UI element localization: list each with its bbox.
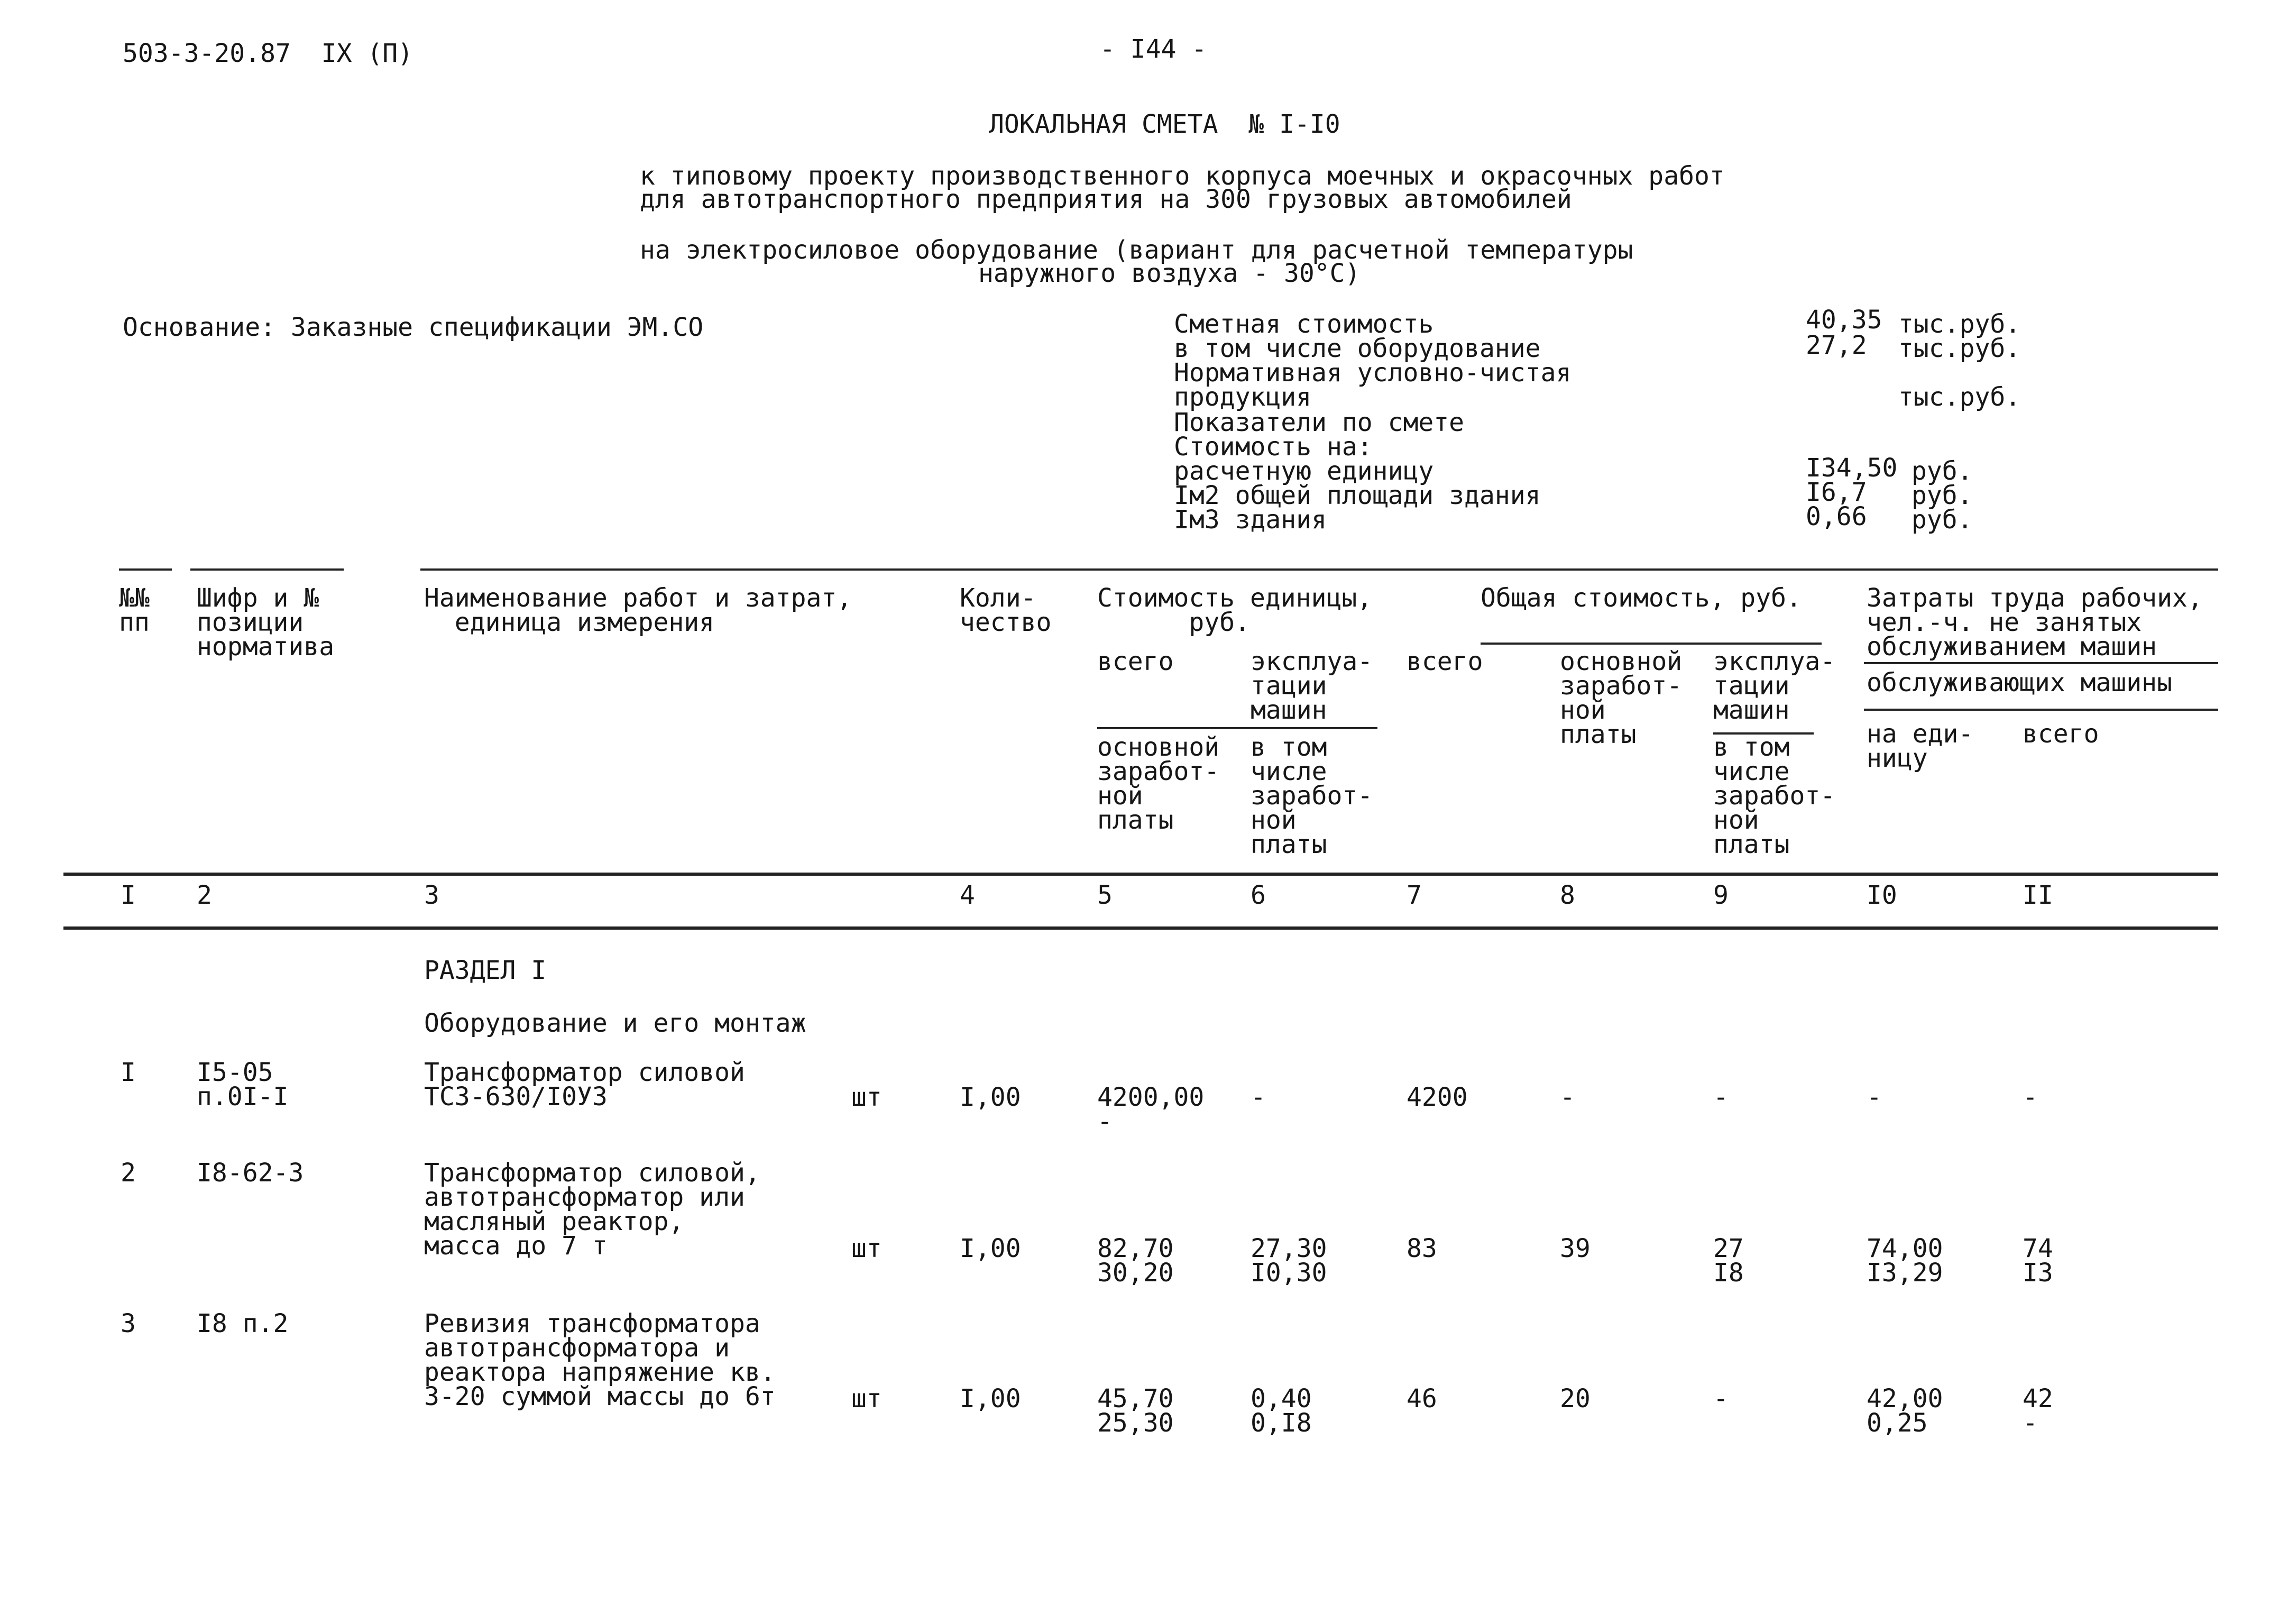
- row-quantity: I,00: [960, 1384, 1021, 1414]
- row-total-machine: -: [1713, 1384, 1729, 1414]
- summary-label: Iм3 здания: [1174, 505, 1327, 535]
- row-code: I8-62-3: [197, 1158, 304, 1188]
- row-labor-unit: 42,00 0,25: [1867, 1384, 1943, 1438]
- header-total-cost: Общая стоимость, руб.: [1481, 583, 1802, 613]
- summary-label: расчетную единицу: [1174, 456, 1434, 486]
- summary-unit: тыс.руб.: [1898, 334, 2021, 363]
- summary-label: в том числе оборудование: [1174, 334, 1541, 363]
- row-unit-cost: 45,70 25,30: [1097, 1384, 1174, 1438]
- subtitle-line-2: для автотранспортного предприятия на 300 грузовых автомобилей: [640, 185, 1572, 214]
- summary-value: I6,7: [1806, 478, 1867, 507]
- section-title: РАЗДЕЛ I: [424, 956, 547, 985]
- summary-label: продукция: [1174, 382, 1312, 412]
- summary-value: 0,66: [1806, 502, 1867, 531]
- header-labor: Затраты труда рабочих, чел.-ч. не занятых обслуживанием машин: [1867, 583, 2203, 662]
- summary-value: I34,50: [1806, 453, 1898, 483]
- header-unit-machine: эксплуа- тации машин: [1251, 647, 1373, 725]
- row-name: Ревизия трансформатора автотрансформатора и реактора напряжение кв. 3-20 суммой массы до 6т: [424, 1309, 776, 1411]
- row-unit-machine: 0,40 0,I8: [1251, 1384, 1312, 1438]
- rule-labor-sub: [1864, 709, 2218, 711]
- summary-label: Показатели по смете: [1174, 408, 1465, 437]
- row-unit-cost: 82,70 30,20: [1097, 1234, 1174, 1288]
- rule-labor: [1864, 662, 2218, 664]
- row-code: I8 п.2: [197, 1309, 289, 1338]
- subtitle-line-1: к типовому проекту производственного корпуса моечных и окрасочных работ: [640, 161, 1725, 191]
- row-unit: шт: [851, 1082, 882, 1112]
- table-top-rule: [420, 568, 2218, 571]
- summary-label: Стоимость на:: [1174, 432, 1373, 462]
- column-number: 9: [1713, 880, 1729, 910]
- row-unit-machine: 27,30 I0,30: [1251, 1234, 1327, 1288]
- page-number: - I44 -: [1100, 34, 1207, 64]
- rule-total-cost: [1481, 643, 1822, 645]
- column-number: 2: [197, 880, 212, 910]
- column-number: I0: [1867, 880, 1897, 910]
- row-labor-unit: -: [1867, 1082, 1882, 1112]
- header-labor-sub: обслуживающих машины: [1867, 668, 2172, 698]
- subtitle-line-3: на электросиловое оборудование (вариант для расчетной температуры: [640, 235, 1633, 265]
- summary-unit: руб.: [1912, 505, 1973, 535]
- column-number: 7: [1407, 880, 1422, 910]
- column-number: I: [121, 880, 136, 910]
- row-labor-unit: 74,00 I3,29: [1867, 1234, 1943, 1288]
- header-unit-total: всего: [1097, 647, 1174, 676]
- header-code: Шифр и № позиции норматива: [197, 583, 335, 662]
- row-total-wage: 20: [1560, 1384, 1591, 1414]
- row-total-machine: 27 I8: [1713, 1234, 1744, 1288]
- summary-value: 27,2: [1806, 331, 1867, 360]
- row-labor-total: -: [2023, 1082, 2038, 1112]
- page-title: ЛОКАЛЬНАЯ СМЕТА № I-I0: [989, 109, 1340, 139]
- row-total-wage: 39: [1560, 1234, 1591, 1263]
- column-number: 3: [424, 880, 439, 910]
- row-name: Трансформатор силовой, автотрансформатор или масляный реактор, масса до 7 т: [424, 1158, 760, 1261]
- rule-short: [190, 568, 344, 571]
- row-number: I: [121, 1058, 136, 1087]
- row-unit-cost: 4200,00 -: [1097, 1082, 1205, 1136]
- basis-text: Основание: Заказные спецификации ЭМ.СО: [123, 313, 704, 342]
- row-quantity: I,00: [960, 1234, 1021, 1263]
- rule-unit-cost: [1097, 727, 1377, 729]
- row-labor-total: 74 I3: [2023, 1234, 2053, 1288]
- section-subtitle: Оборудование и его монтаж: [424, 1008, 806, 1038]
- column-number: 8: [1560, 880, 1575, 910]
- column-number: 5: [1097, 880, 1113, 910]
- summary-label: Сметная стоимость: [1174, 309, 1434, 339]
- row-total-machine: -: [1713, 1082, 1729, 1112]
- document-code: 503-3-20.87 IX (П): [123, 39, 413, 68]
- rule-short: [119, 568, 172, 571]
- summary-value: 40,35: [1806, 305, 1882, 335]
- header-quantity: Коли- чество: [960, 583, 1052, 637]
- row-labor-total: 42 -: [2023, 1384, 2053, 1438]
- summary-unit: тыс.руб.: [1898, 382, 2021, 412]
- row-number: 3: [121, 1309, 136, 1338]
- summary-unit: тыс.руб.: [1898, 309, 2021, 339]
- summary-unit: руб.: [1912, 456, 1973, 486]
- header-labor-unit: на еди- ницу: [1867, 719, 1974, 773]
- column-number: 6: [1251, 880, 1266, 910]
- header-total-machine: эксплуа- тации машин: [1713, 647, 1836, 725]
- header-unit-wage: основной заработ- ной платы: [1097, 732, 1220, 835]
- row-unit-machine: -: [1251, 1082, 1266, 1112]
- row-total: 4200: [1407, 1082, 1468, 1112]
- row-quantity: I,00: [960, 1082, 1021, 1112]
- row-total: 46: [1407, 1384, 1437, 1414]
- header-name: Наименование работ и затрат, единица измерения: [424, 583, 852, 637]
- row-total: 83: [1407, 1234, 1437, 1263]
- row-number: 2: [121, 1158, 136, 1188]
- column-numbers-rule: [63, 926, 2218, 930]
- header-bottom-rule: [63, 873, 2218, 876]
- summary-label: Iм2 общей площади здания: [1174, 481, 1541, 510]
- summary-unit: руб.: [1912, 481, 1973, 510]
- subtitle-line-4: наружного воздуха - 30°С): [978, 259, 1361, 288]
- header-labor-total: всего: [2023, 719, 2099, 749]
- header-unit-machine-wage: в том числе заработ- ной платы: [1251, 732, 1373, 859]
- row-total-wage: -: [1560, 1082, 1575, 1112]
- row-name: Трансформатор силовой ТСЗ-630/I0УЗ: [424, 1058, 745, 1112]
- header-total-all: всего: [1407, 647, 1483, 676]
- summary-label: Нормативная условно-чистая: [1174, 358, 1572, 388]
- row-unit: шт: [851, 1234, 882, 1263]
- column-number: 4: [960, 880, 975, 910]
- column-number: II: [2023, 880, 2053, 910]
- header-row-number: №№ пп: [119, 583, 150, 637]
- row-unit: шт: [851, 1384, 882, 1414]
- row-code: I5-05 п.0I-I: [197, 1058, 289, 1112]
- header-total-machine-wage: в том числе заработ- ной платы: [1713, 732, 1836, 859]
- header-total-wage: основной заработ- ной платы: [1560, 647, 1683, 749]
- header-unit-cost: Стоимость единицы, руб.: [1097, 583, 1373, 637]
